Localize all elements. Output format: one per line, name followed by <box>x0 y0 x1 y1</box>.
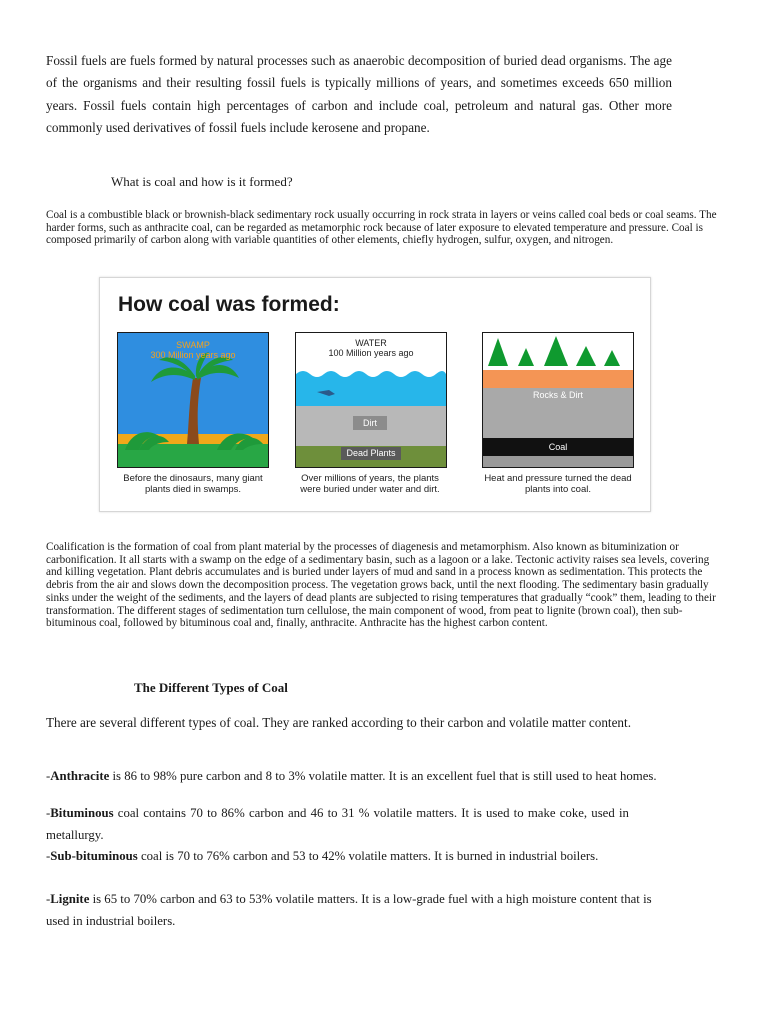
swamp-label: SWAMP <box>176 340 210 350</box>
type-prefix: - <box>46 806 51 820</box>
coal-type-sub-bituminous <box>46 845 666 867</box>
figure-title: How coal was formed: <box>118 293 340 316</box>
type-description: coal contains 70 to 86% carbon and 46 to 31 % volatile matters. It is used to make coke, used in metallurgy. <box>46 806 629 842</box>
swamp-sublabel: 300 Million years ago <box>150 350 236 360</box>
swamp-panel <box>117 332 269 468</box>
type-name: Bituminous <box>50 806 114 820</box>
dead-plants-label: Dead Plants <box>346 448 396 458</box>
coal-layer-label: Coal <box>548 442 568 452</box>
intro-paragraph: Fossil fuels are fuels formed by natural processes such as anaerobic decomposition of buried dead organisms. The age of the organisms and their resulting fossil fuels is typically millions of years, and sometimes exceeds 650 million years. Fossil fuels contain high percentages of carbon and include coal, petroleum and natural gas. Other more commonly used derivatives of fossil fuels include kerosene and propane. <box>46 53 672 136</box>
water-sublabel: 100 Million years ago <box>328 348 414 358</box>
dirt-label: Dirt <box>363 418 377 428</box>
type-description: coal is 70 to 76% carbon and 53 to 42% volatile matters. It is burned in industrial boilers. <box>137 849 599 863</box>
coal-heading: What is coal and how is it formed? <box>111 174 293 189</box>
coal-paragraph: Coal is a combustible black or brownish-black sedimentary rock usually occurring in rock strata in layers or veins called coal beds or coal seams. The harder forms, such as anthracite coal, can be regarded as metamorphic rock because of later exposure to elevated temperature and pressure. Coal is composed primarily of carbon along with variable quantities of other elements, chiefly hydrogen, sulfur, oxygen, and nitrogen. <box>46 209 717 247</box>
rocks-dirt-label: Rocks & Dirt <box>532 390 583 400</box>
type-name: Lignite <box>50 892 90 906</box>
coal-type-anthracite <box>46 770 736 783</box>
water-caption: Over millions of years, the plants were buried under water and dirt. <box>300 473 440 495</box>
swamp-caption: Before the dinosaurs, many giant plants died in swamps. <box>123 473 263 495</box>
water-panel <box>295 332 447 468</box>
coalification-paragraph: Coalification is the formation of coal from plant material by the processes of diagenesis and metamorphism. Also known as bituminization or carbonification. It all starts with a swamp on the edge of a sedimentary basin, such as a lagoon or a lake. Tectonic activity raises sea levels, covering and killing vegetation. Plant debris accumulates and is buried under layers of mud and sand in a process known as sedimentation. This protects the debris from the air and slows down the decomposition process. The vegetation grows back, until the next flooding. The sedimentary basin gradually sinks under the weight of the sediments, and the layers of dead plants are subjected to rising temperatures that gradually “cook” them, leading to their transformation. The different stages of sedimentation turn cellulose, the main component of wood, from peat to lignite (brown coal), then sub-bituminous coal, followed by bituminous coal and, finally, anthracite. Anthracite has the highest carbon content. <box>46 541 716 630</box>
type-prefix: - <box>46 769 51 783</box>
types-intro: There are several different types of coal. They are ranked according to their carbon and volatile matter content. <box>46 715 631 730</box>
type-prefix: - <box>46 892 51 906</box>
type-name: Anthracite <box>50 769 110 783</box>
coal-formation-figure <box>99 277 651 512</box>
type-name: Sub-bituminous <box>50 849 138 863</box>
coal-caption: Heat and pressure turned the dead plants into coal. <box>484 473 632 495</box>
water-label: WATER <box>355 338 387 348</box>
type-description: is 86 to 98% pure carbon and 8 to 3% volatile matter. It is an excellent fuel that is still used to heat homes. <box>109 769 657 783</box>
type-prefix: - <box>46 849 51 863</box>
coal-type-lignite <box>46 888 666 932</box>
coal-type-bituminous <box>46 802 666 846</box>
type-description: is 65 to 70% carbon and 63 to 53% volatile matters. It is a low-grade fuel with a high moisture content that is used in industrial boilers. <box>46 892 652 928</box>
types-heading: The Different Types of Coal <box>134 680 288 695</box>
coal-panel <box>482 332 634 468</box>
